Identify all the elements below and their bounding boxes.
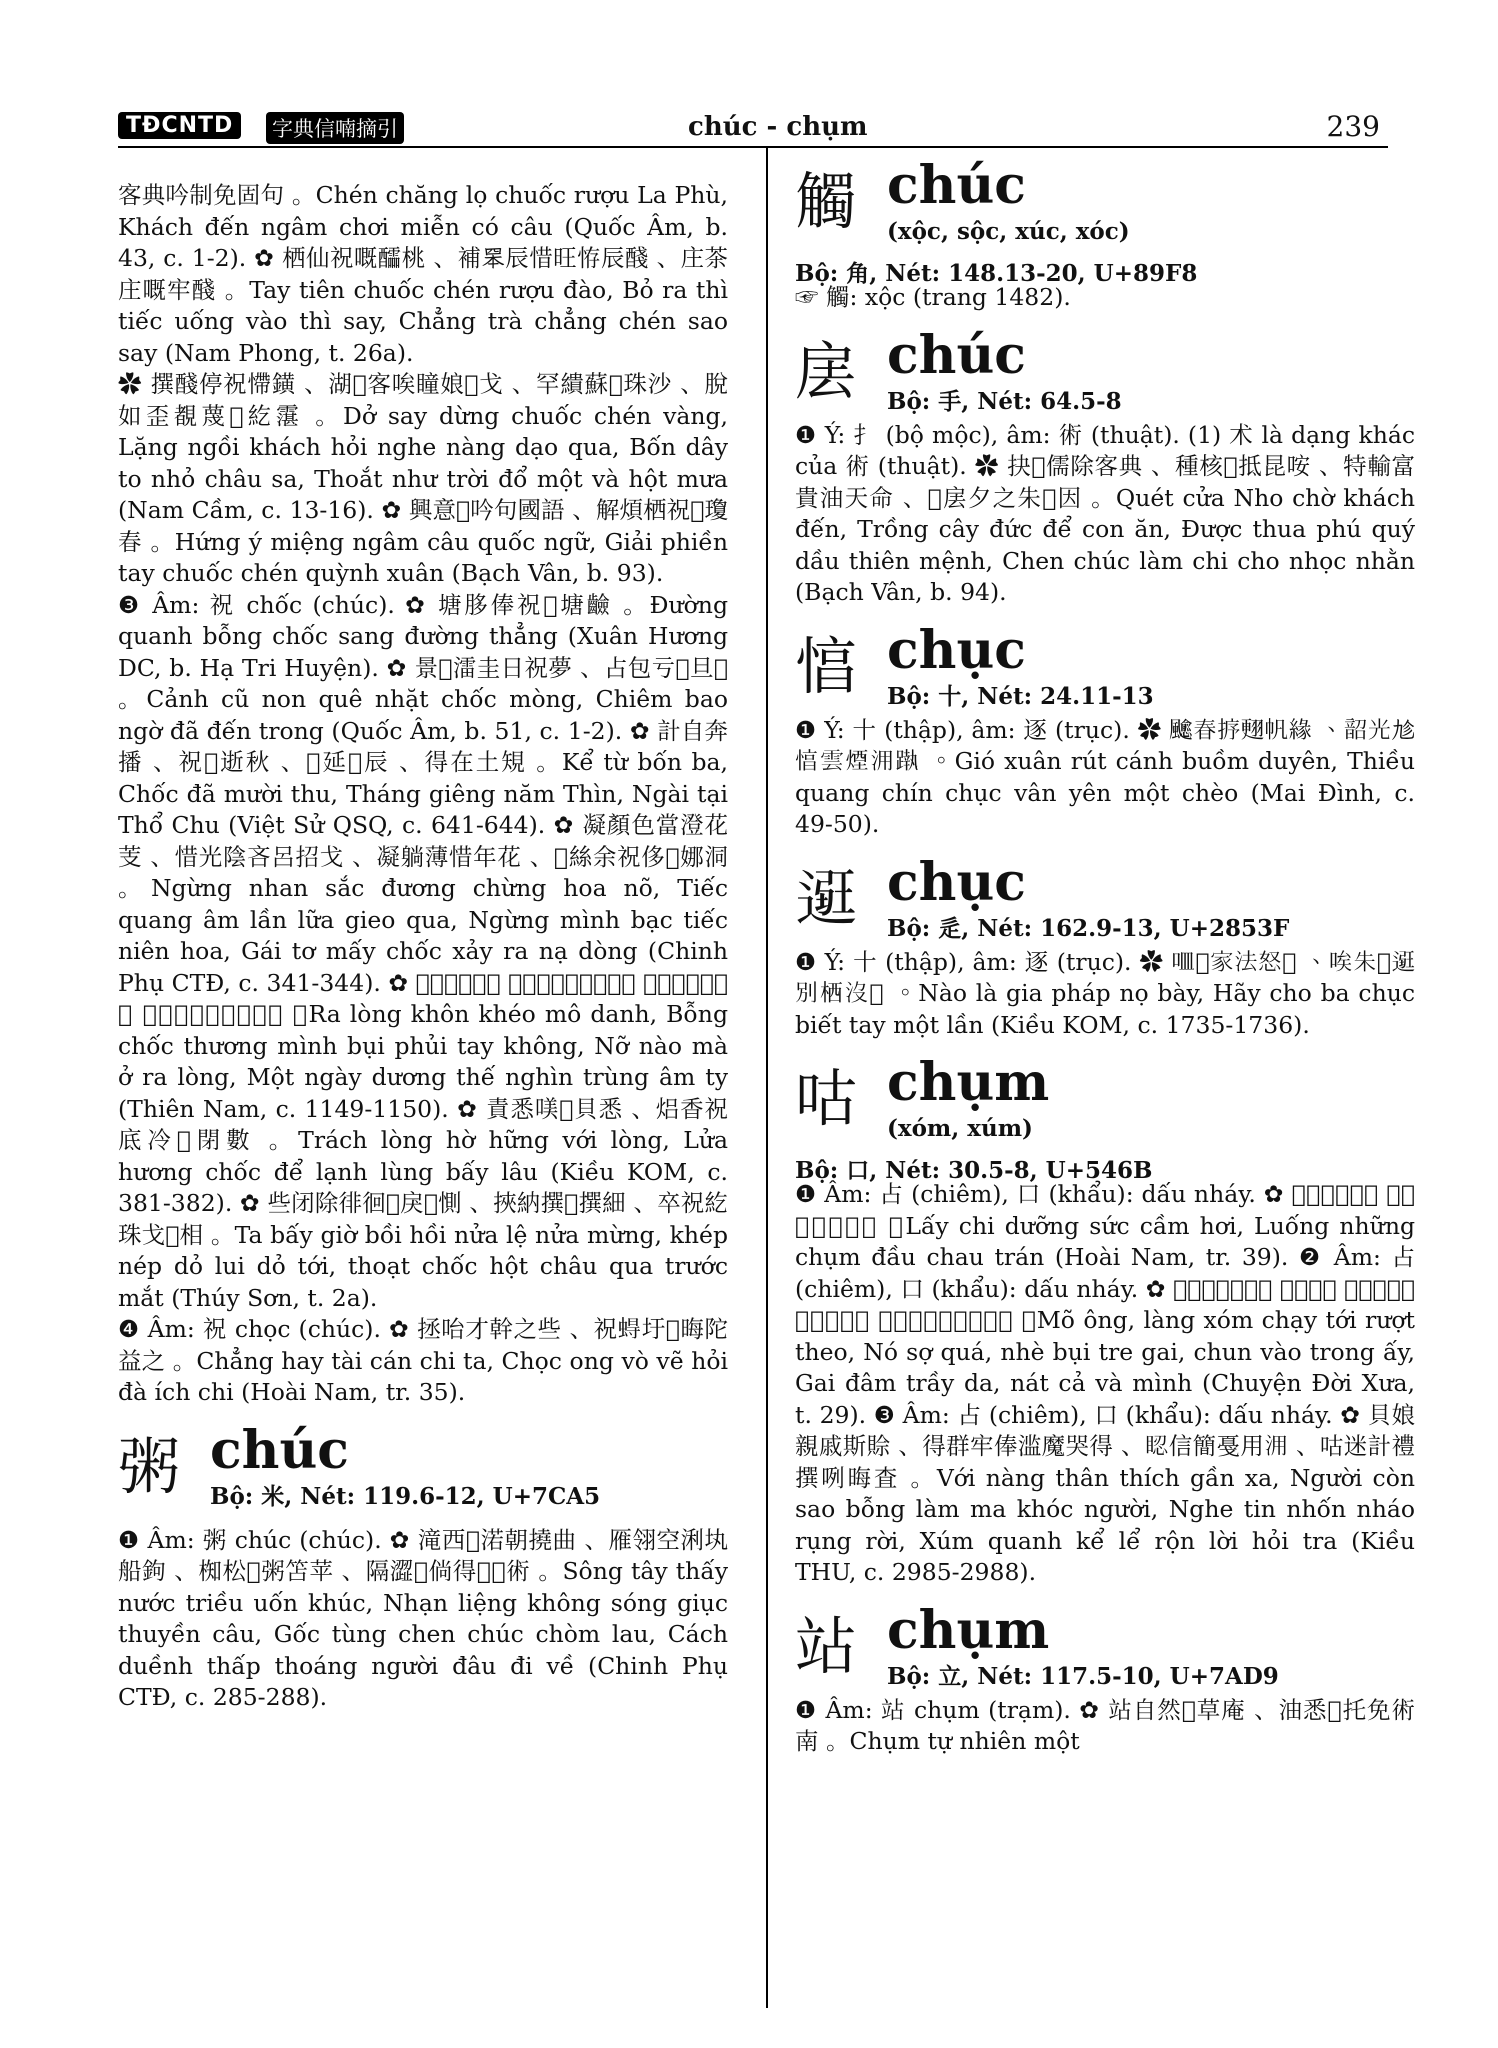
logo-tdcntd: TĐCNTD bbox=[118, 112, 241, 139]
entry-word: chúc bbox=[887, 324, 1026, 386]
logo-han-nom: 字典信喃摘引 bbox=[266, 112, 404, 144]
column-divider bbox=[766, 148, 768, 2008]
entry-radical-line: Bộ: 十, Nét: 24.11-13 bbox=[887, 682, 1154, 710]
entry-radical-line: Bộ: 口, Nét: 30.5-8, U+546B bbox=[795, 1157, 1153, 1184]
entry-head bbox=[795, 1599, 1415, 1695]
entry-word: chụm bbox=[887, 1599, 1050, 1661]
entry-body: ❶ Ý: 十 (thập), âm: 逐 (trục). ✿ 𠰘𢀦家法怒𠊛 、唉朱𠀧𨕿別栖沒𠫾 。Nào là gia pháp nọ bày, Hãy cho ba chục biết tay một lần (Kiều KOM, c. 1735-1736). bbox=[795, 947, 1415, 1039]
dictionary-entry bbox=[795, 155, 1415, 314]
entry-body: ☞ 觸: xộc (trang 1482). bbox=[795, 283, 1071, 311]
dictionary-entry bbox=[795, 619, 1415, 841]
paragraph: ❸ Âm: 祝 chốc (chúc). ✿ 塘䏧俸祝𨖅塘䶨 。Đường quanh bỗng chốc sang đường thẳng (Xuân Hương DC, b. Hạ Tri Huyện). ✿ 景𡽫㵢圭日祝夢 、占包亏𠅍旦𢄂 。Cảnh cũ non quê nhặt chốc mòng, Chiêm bao ngờ đã đến trong (Quốc Âm, b. 51, c. 1-2). ✿ 計自奔播 、祝𠅍逝秋 、𦝄延𦊚辰 、得在土䂓 。Kể từ bốn ba, Chốc đã mười thu, Tháng giêng năm Thìn, Ngài tại Thổ Chu (Việt Sử QSQ, c. 641-644). ✿ 凝顏色當澄花芰 、惜光陰吝呂招戈 、凝躺薄惜年花 、𡛔絲余祝侈𪿒娜洞 。Ngừng nhan sắc đương chừng hoa nõ, Tiếc quang âm lần lữa gieo qua, Ngừng mình bạc tiếc niên hoa, Gái tơ mấy chốc xảy ra nạ dòng (Chinh Phụ CTĐ, c. 341-344). ✿ 𪿒悉坤窖謨名 、俸祝傷𨉓倍摳栖空 、女𠰘庥於𪿒悉 、𣅶𣇞陽世𢢯重陰司 。Ra lòng khôn khéo mô danh, Bỗng chốc thương mình bụi phủi tay không, Nỡ nào mà ở ra lòng, Một ngày dương thế nghìn trùng âm ty (Thiên Nam, c. 1149-1150). ✿ 責悉𠸍𠽉貝悉 、焒香祝底冷𣼽閉數 。Trách lòng hờ hững với lòng, Lửa hương chốc để lạnh lùng bấy lâu (Kiều KOM, c. 381-382). ✿ 些闭除徘徊𪟽戾𪟽惻 、挾納撰𨇜撰細 、卒祝紇珠戈𨌠相 。Ta bấy giờ bồi hồi nửa lệ nửa mừng, khép nép dỏ lui dỏ tới, thoạt chốc hột châu qua trước mắt (Thúy Sơn, t. 2a). bbox=[118, 590, 728, 1312]
paragraph: 客典吟制免固句 。Chén chăng lọ chuốc rượu La Phù, Khách đến ngâm chơi miễn có câu (Quốc Âm, b. 43, c. 1-2). ✿ 栖仙祝嘅醽桃 、補𦊚辰惜旺𢙨辰醆 、庄茶庄嘅牢醆 。Tay tiên chuốc chén rượu đào, Bỏ ra thì tiếc uống vào thì say, Chẳng trà chẳng chén sao say (Nam Phong, t. 26a). bbox=[118, 181, 728, 367]
entry-glyph: 觸 bbox=[795, 165, 858, 238]
entry-head bbox=[795, 324, 1415, 420]
dictionary-entry bbox=[795, 851, 1415, 1042]
entry-radical-line: Bộ: 角, Nét: 148.13-20, U+89F8 bbox=[795, 260, 1198, 287]
entry-word: chục bbox=[887, 619, 1026, 681]
entry-glyph: 𨕿 bbox=[795, 861, 858, 935]
entry-glyph: 咕 bbox=[795, 1062, 858, 1135]
paragraph: ✿ 撰醆停祝㦅鐄 、湖𩵜客唉瞳娘𨄴戈 、罕繢蘇𢭸珠沙 、脫如歪覩蔑𩁱紇霮 。Dở say dừng chuốc chén vàng, Lặng ngồi khách hỏi nghe nàng dạo qua, Bốn dây to nhỏ châu sa, Thoắt như trời đổ một và hột mưa (Nam Cầm, c. 13-16). ✿ 興意𠶆吟句國語 、解煩栖祝𢭲瓊春 。Hứng ý miệng ngâm câu quốc ngữ, Giải phiền tay chuốc chén quỳnh xuân (Bạch Vân, b. 93). bbox=[118, 370, 728, 587]
entry-head bbox=[795, 619, 1415, 715]
dictionary-entry bbox=[118, 1419, 728, 1714]
entry-radical-line: Bộ: 立, Nét: 117.5-10, U+7AD9 bbox=[887, 1662, 1279, 1690]
entry-glyph: 㥫 bbox=[795, 629, 858, 703]
dictionary-entry bbox=[795, 1052, 1415, 1589]
entry-body: ❶ Ý: 扌 (bộ mộc), âm: 術 (thuật). (1) 术 là dạng khác của 術 (thuật). ✿ 抉𨷯儒除客典 、種核𢃊抵昆咹 、特輸富貴油天命 、𣘈㧁夕之朱𠁀因 。Quét cửa Nho chờ khách đến, Trồng cây đức để con ăn, Được thua phú quý dầu thiên mệnh, Chen chúc làm chi cho nhọc nhằn (Bạch Vân, b. 94). bbox=[795, 420, 1415, 606]
entry-glyph: 粥 bbox=[118, 1429, 181, 1503]
entry-body: ❶ Âm: 粥 chúc (chúc). ✿ 滝西𧡊渃朝撓曲 、雁翎空浰𡉕船鉤 、椥松𣘈粥笘苹 、隔澀𣺺倘得𣒵𧻭術 。Sông tây thấy nước triều uốn khúc, Nhạn liệng không sóng giục thuyền câu, Gốc tùng chen chúc chòm lau, Cách duềnh thấp thoáng người đâu đi về (Chinh Phụ CTĐ, c. 285-288). bbox=[118, 1525, 728, 1711]
entry-body: ❶ Ý: 十 (thập), âm: 逐 (trục). ✿ 𩙍春𢭸𦑃帆緣 、韶光𠃩㥫雲煙𣳔𨄴 。Gió xuân rút cánh buồm duyên, Thiều quang chín chục vân yên một chèo (Mai Đình, c. 49-50). bbox=[795, 715, 1415, 838]
paragraph: ❹ Âm: 祝 chọc (chúc). ✿ 拯咍才幹之些 、祝𧍋圩𧋆晦陀益之 。Chẳng hay tài cán chi ta, Chọc ong vò vẽ hỏi đà ích chi (Hoài Nam, tr. 35). bbox=[118, 1315, 728, 1406]
running-title: chúc - chụm bbox=[688, 112, 868, 142]
entry-head bbox=[795, 1052, 1415, 1184]
entry-radical-line: Bộ: 手, Nét: 64.5-8 bbox=[887, 387, 1122, 415]
entry-glyph: 㧁 bbox=[795, 334, 858, 408]
entry-variants: (xóm, xúm) bbox=[887, 1115, 1033, 1142]
entry-word: chục bbox=[887, 851, 1026, 913]
entry-head bbox=[118, 1419, 728, 1525]
entry-variants: (xộc, sộc, xúc, xóc) bbox=[887, 218, 1130, 245]
entry-body: ❶ Âm: 占 (chiêm), 口 (khẩu): dấu nháy. ✿ 𢬣之養餕𢩽唏 、𥢆仍咕頭朱𩠓 。Lấy chi dưỡng sức cầm hơi, Luống những chụm đầu chau trán (Hoài Nam, tr. 39). ❷ Âm: 占 (chiêm), 口 (khẩu): dấu nháy. ✿ 𣘃廊咕𤞺細𨒺𨇉 、奴怍過 、𠶢𦭷椥芰 、𡏦𢙨冲意 、芰鈂池胗湼𦑗吧命 。Mõ ông, làng xóm chạy tới rượt theo, Nó sợ quá, nhè bụi tre gai, chun vào trong ấy, Gai đâm trầy da, nát cả và mình (Chuyện Đời Xưa, t. 29). ❸ Âm: 占 (chiêm), 口 (khẩu): dấu nháy. ✿ 貝娘親戚斯賒 、得群牢俸滥魔哭得 、𥆾信簡戞用𣳔 、咕迷計禮撰咧晦査 。Với nàng thân thích gần xa, Người còn sao bỗng làm ma khóc người, Nghe tin nhốn nháo rụng rời, Xúm quanh kể lể rộn lời hỏi tra (Kiều THU, c. 2985-2988). bbox=[795, 1180, 1415, 1586]
dictionary-entry bbox=[795, 1599, 1415, 1758]
entry-body: ❶ Âm: 站 chụm (trạm). ✿ 站自然𠅍草庵 、油悉𢭲托免術南 。Chụm tự nhiên một bbox=[795, 1695, 1415, 1755]
entry-head bbox=[795, 155, 1415, 287]
entry-radical-line: Bộ: 米, Nét: 119.6-12, U+7CA5 bbox=[210, 1482, 601, 1510]
right-column bbox=[795, 155, 1415, 1758]
header-rule bbox=[118, 146, 1388, 148]
entry-glyph: 站 bbox=[795, 1609, 858, 1683]
left-column bbox=[118, 180, 728, 1714]
page-header bbox=[118, 102, 1388, 144]
dictionary-entry bbox=[795, 324, 1415, 609]
entry-head bbox=[795, 851, 1415, 947]
page-number: 239 bbox=[1326, 110, 1380, 143]
entry-word: chụm bbox=[887, 1052, 1050, 1113]
entry-word: chúc bbox=[887, 155, 1026, 216]
entry-word: chúc bbox=[210, 1419, 349, 1481]
entry-radical-line: Bộ: 辵, Nét: 162.9-13, U+2853F bbox=[887, 914, 1290, 942]
